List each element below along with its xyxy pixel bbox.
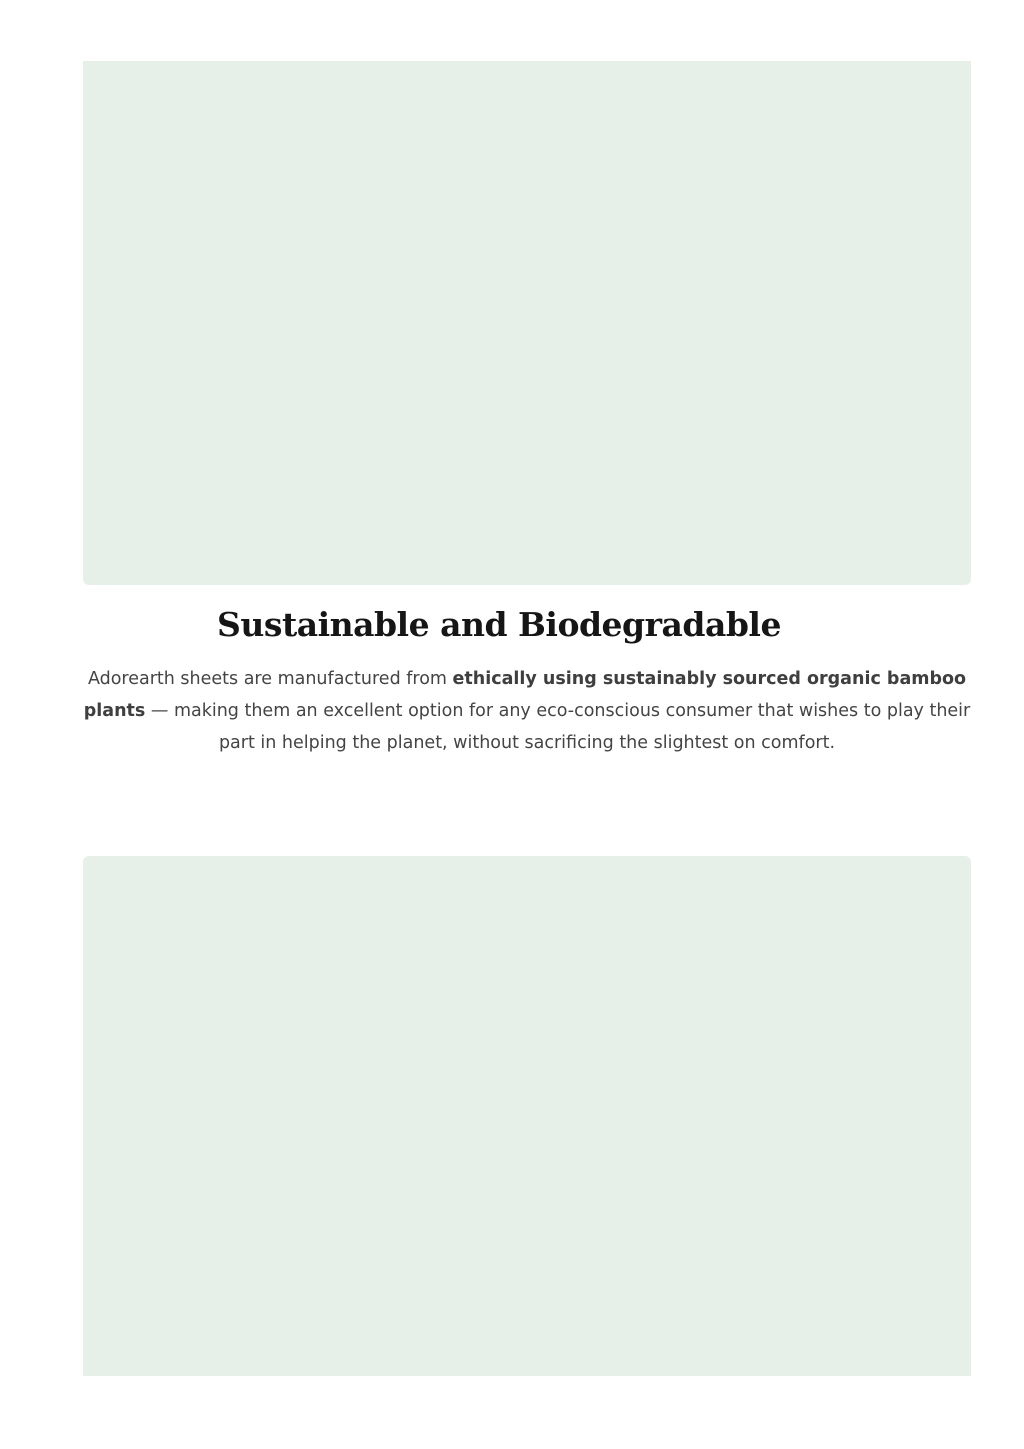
feature-description [83, 663, 971, 759]
feature-image-bottom [83, 856, 971, 1376]
feature-description-highlight: ethically using sustainably sourced organic bamboo plants [83, 669, 967, 721]
feature-image-top [83, 61, 971, 585]
feature-description-rest: — making them an excellent option for any eco-conscious consumer that wishes to play their part in helping the planet, without sacrificing the slightest on comfort. [145, 701, 971, 753]
feature-description-intro: Adorearth sheets are manufactured from [87, 669, 453, 689]
feature-title: Sustainable and Biodegradable [217, 605, 781, 644]
